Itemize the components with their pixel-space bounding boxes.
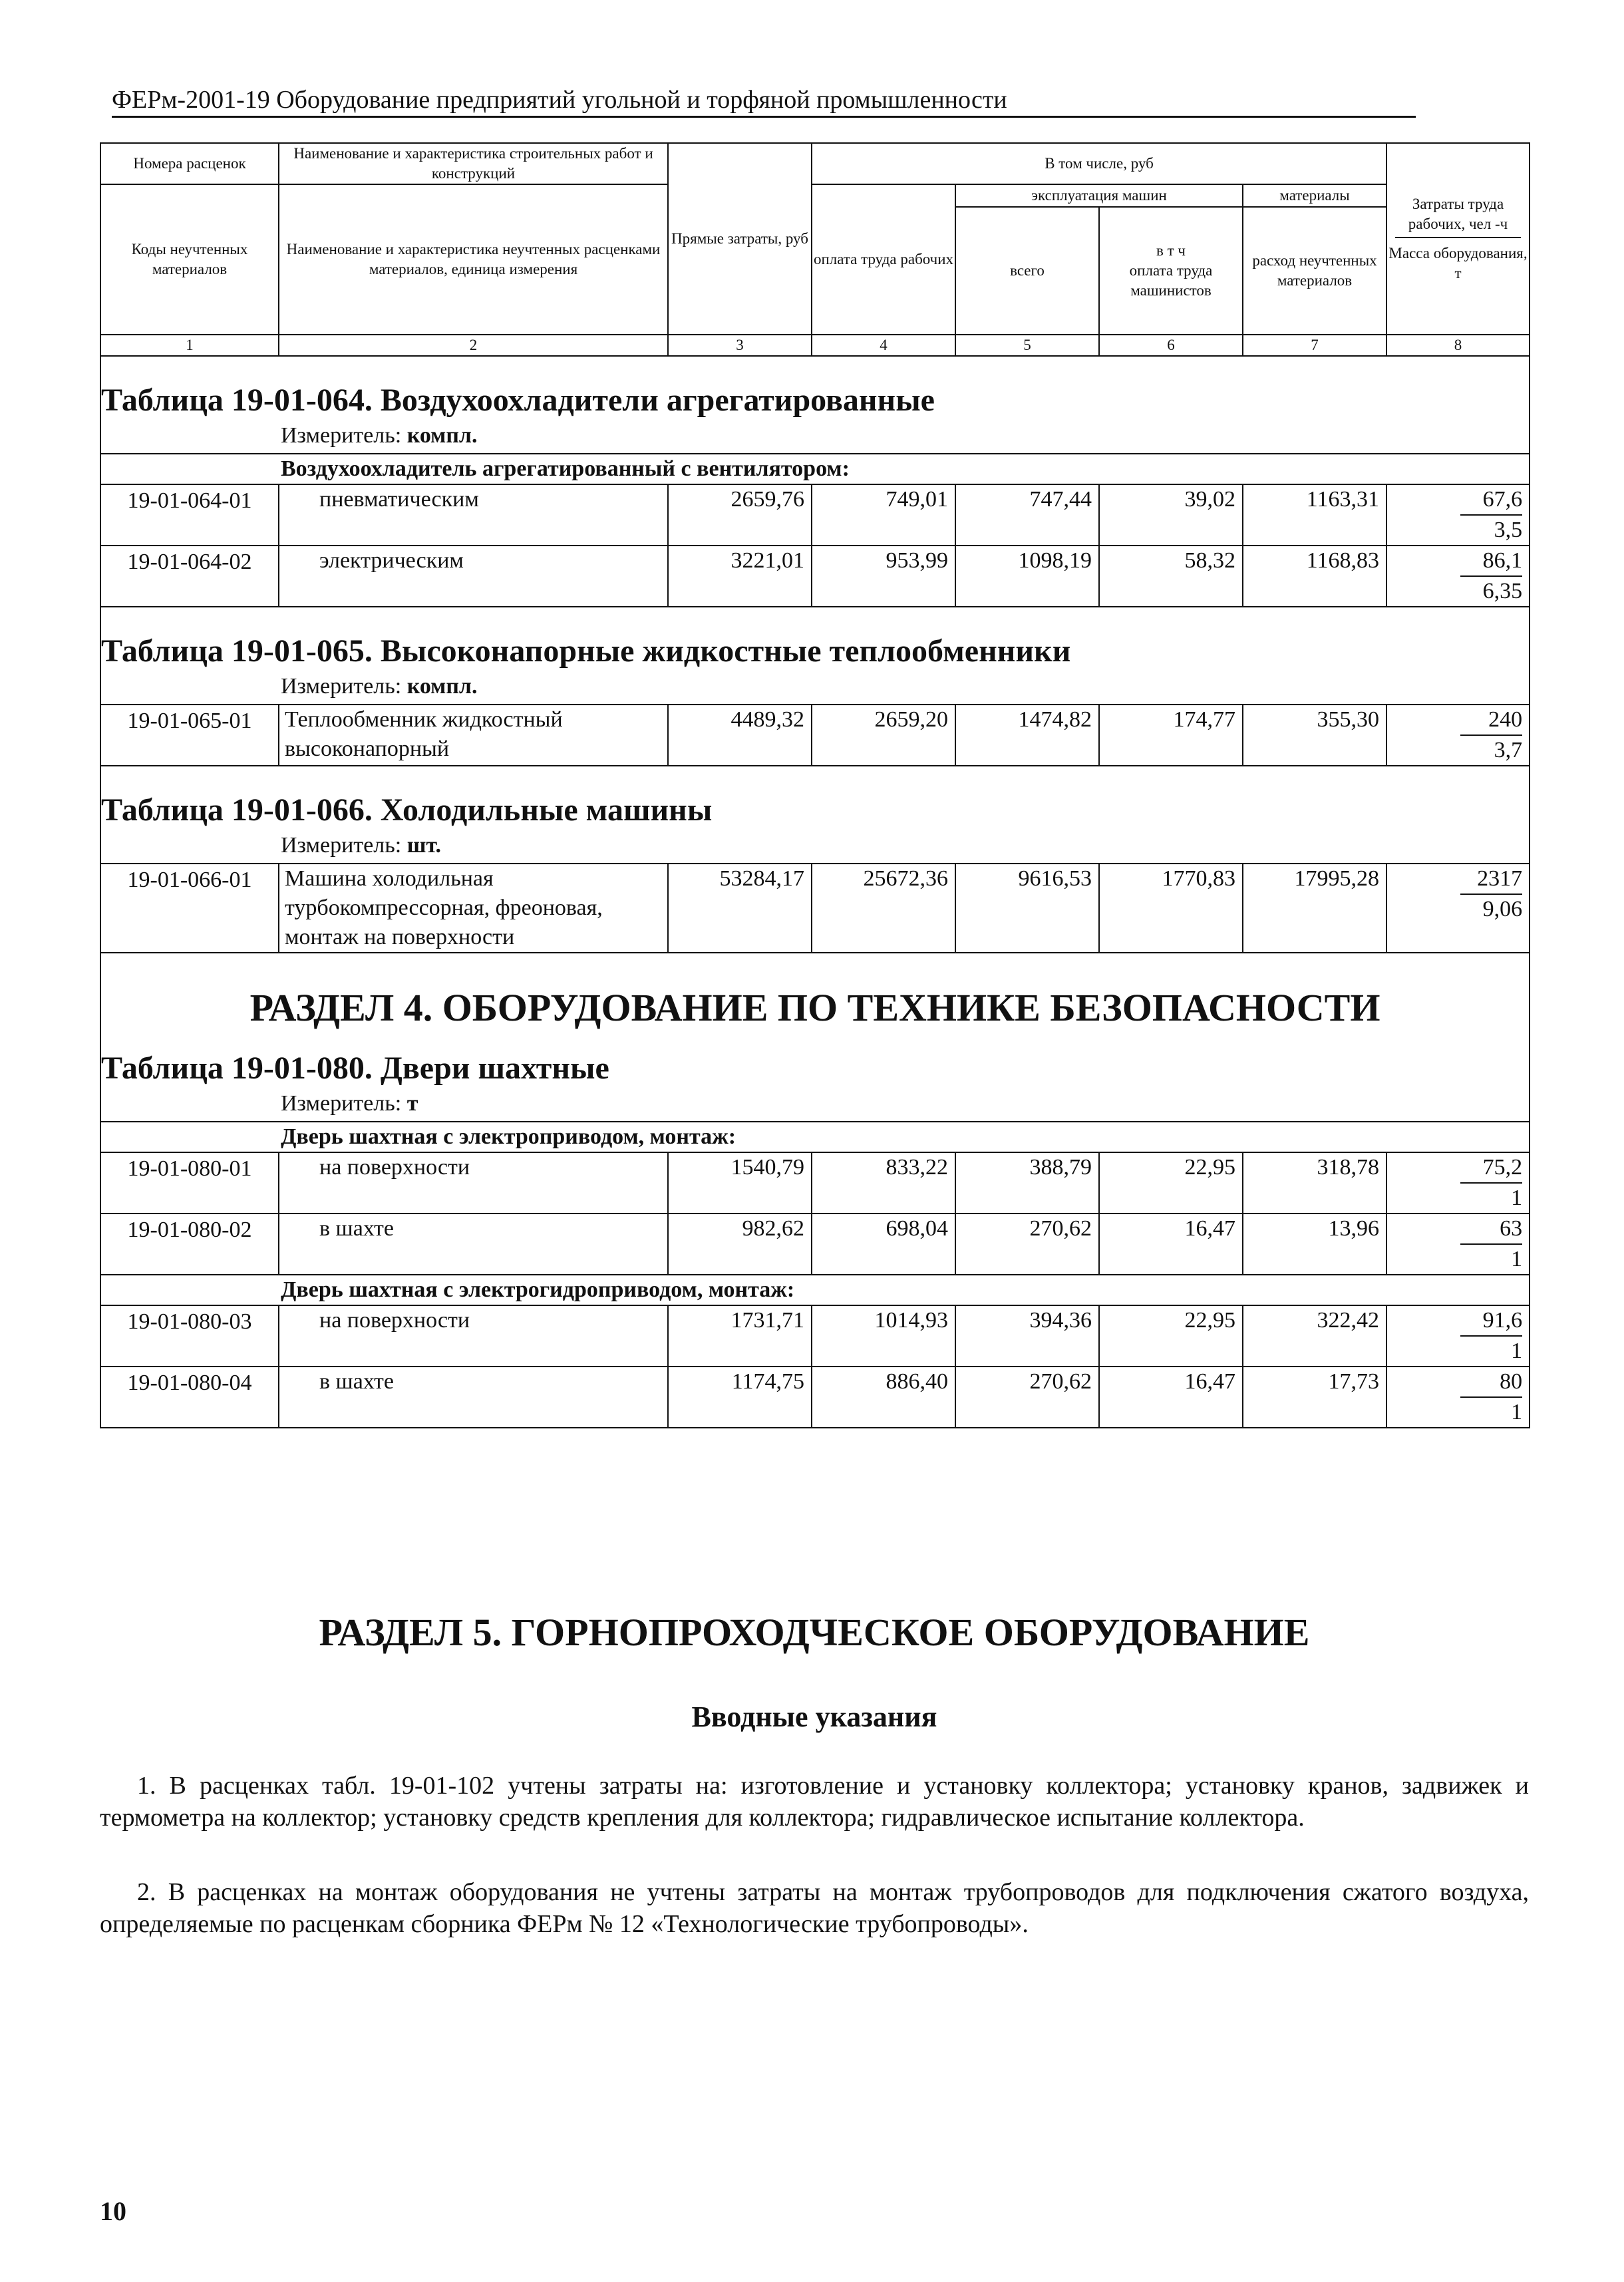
labor-pay: 953,99 [812,546,955,607]
machinist-pay: 22,95 [1099,1152,1243,1214]
header-pryamye: Прямые затраты, руб [668,143,812,335]
header-zatraty-massa [1386,143,1530,335]
equipment-mass: 1 [1511,1400,1523,1424]
labor-pay: 886,40 [812,1367,955,1428]
header-kody: Коды неучтенных материалов [100,184,279,335]
labor-mass [1386,1367,1530,1428]
equipment-mass: 3,7 [1494,738,1523,762]
table-meter: Измеритель: компл. [100,418,1530,454]
table-row [100,705,1530,766]
col-number: 1 [100,335,279,356]
labor-hours: 240 [1460,705,1522,736]
labor-pay: 2659,20 [812,705,955,766]
header-oplata-mash: оплата труда машинистов [1129,262,1213,299]
machine-total: 388,79 [955,1152,1099,1214]
machine-total: 270,62 [955,1214,1099,1275]
equipment-mass: 6,35 [1482,579,1523,603]
rate-code: 19-01-064-02 [100,546,279,607]
materials: 1163,31 [1243,484,1386,546]
machinist-pay: 16,47 [1099,1214,1243,1275]
materials: 318,78 [1243,1152,1386,1214]
table-row [100,484,1530,546]
machine-total: 1098,19 [955,546,1099,607]
labor-hours: 67,6 [1460,485,1522,516]
header-nomera: Номера расценок [100,143,279,184]
labor-hours: 2317 [1460,864,1522,895]
machine-total: 747,44 [955,484,1099,546]
rate-name: на поверхности [279,1305,668,1367]
materials: 13,96 [1243,1214,1386,1275]
rate-name: электрическим [279,546,668,607]
rate-name: на поверхности [279,1152,668,1214]
table-row [100,864,1530,953]
table-meter: Измеритель: шт. [100,828,1530,864]
rate-name: Теплообменник жидкостный высоконапорный [279,705,668,766]
labor-mass [1386,1152,1530,1214]
labor-pay: 25672,36 [812,864,955,953]
materials: 1168,83 [1243,546,1386,607]
rate-code: 19-01-065-01 [100,705,279,766]
labor-hours: 86,1 [1460,546,1522,577]
rate-code: 19-01-080-01 [100,1152,279,1214]
table-row [100,546,1530,607]
table-title: Таблица 19-01-080. Двери шахтные [101,1051,609,1086]
table-title: Таблица 19-01-064. Воздухоохладители агрегатированные [101,383,935,418]
labor-mass [1386,864,1530,953]
section-title: РАЗДЕЛ 4. ОБОРУДОВАНИЕ ПО ТЕХНИКЕ БЕЗОПАСНОСТИ [249,986,1380,1029]
labor-hours: 91,6 [1460,1306,1522,1337]
rate-code: 19-01-080-03 [100,1305,279,1367]
equipment-mass: 9,06 [1482,897,1523,921]
table-row [100,1152,1530,1214]
page-number: 10 [100,2196,126,2226]
direct-cost: 1540,79 [668,1152,812,1214]
labor-pay: 749,01 [812,484,955,546]
labor-hours: 75,2 [1460,1153,1522,1184]
group-title: Дверь шахтная с электрогидроприводом, монтаж: [100,1275,1530,1305]
labor-pay: 698,04 [812,1214,955,1275]
labor-mass [1386,705,1530,766]
group-title: Дверь шахтная с электроприводом, монтаж: [100,1122,1530,1152]
col-number: 7 [1243,335,1386,356]
header-zatraty: Затраты труда рабочих, чел -ч [1395,194,1521,238]
header-naim1: Наименование и характеристика строительных работ и конструкций [279,143,668,184]
direct-cost: 982,62 [668,1214,812,1275]
labor-pay: 1014,93 [812,1305,955,1367]
rates-document [100,142,1529,1428]
header-ekspl: эксплуатация машин [955,184,1243,207]
labor-hours: 80 [1460,1367,1522,1398]
header-materialy: материалы [1243,184,1386,207]
machine-total: 270,62 [955,1367,1099,1428]
materials: 17995,28 [1243,864,1386,953]
col-number: 4 [812,335,955,356]
rate-name: пневматическим [279,484,668,546]
header-vsego: всего [955,207,1099,335]
rate-name: в шахте [279,1367,668,1428]
direct-cost: 53284,17 [668,864,812,953]
column-header [100,142,1530,357]
col-number: 3 [668,335,812,356]
direct-cost: 1174,75 [668,1367,812,1428]
materials: 17,73 [1243,1367,1386,1428]
intro-title: Вводные указания [691,1701,937,1733]
machinist-pay: 174,77 [1099,705,1243,766]
header-vtch-cell [1099,207,1243,335]
machinist-pay: 1770,83 [1099,864,1243,953]
equipment-mass: 1 [1511,1247,1523,1271]
labor-hours: 63 [1460,1214,1522,1245]
rate-name: в шахте [279,1214,668,1275]
intro-paragraph: 1. В расценках табл. 19-01-102 учтены затраты на: изготовление и установку коллектора; установку кранов, задвижек и термометра на коллектор; установку средств крепления для коллектора; гидравлическое испытание коллектора. [100,1772,1529,1832]
rate-code: 19-01-064-01 [100,484,279,546]
rate-code: 19-01-066-01 [100,864,279,953]
machinist-pay: 16,47 [1099,1367,1243,1428]
header-rashod: расход неучтенных материалов [1243,207,1386,335]
header-massa: Масса оборудования, т [1388,245,1528,281]
table-title: Таблица 19-01-065. Высоконапорные жидкостные теплообменники [101,633,1071,669]
machinist-pay: 39,02 [1099,484,1243,546]
header-vtch: в т ч [1156,242,1186,259]
direct-cost: 3221,01 [668,546,812,607]
equipment-mass: 1 [1511,1339,1523,1363]
table-row [100,1367,1530,1428]
table-meter: Измеритель: т [100,1086,1530,1122]
equipment-mass: 3,5 [1494,518,1523,542]
machine-total: 1474,82 [955,705,1099,766]
machine-total: 9616,53 [955,864,1099,953]
table-row [100,1214,1530,1275]
equipment-mass: 1 [1511,1186,1523,1210]
group-title: Воздухоохладитель агрегатированный с вентилятором: [100,454,1530,484]
direct-cost: 4489,32 [668,705,812,766]
labor-pay: 833,22 [812,1152,955,1214]
labor-mass [1386,484,1530,546]
col-number: 6 [1099,335,1243,356]
running-head: ФЕРм-2001-19 Оборудование предприятий угольной и торфяной промышленности [112,85,1416,118]
rate-code: 19-01-080-02 [100,1214,279,1275]
labor-mass [1386,1214,1530,1275]
table-title: Таблица 19-01-066. Холодильные машины [101,792,713,828]
table-meter: Измеритель: компл. [100,669,1530,705]
col-number: 2 [279,335,668,356]
direct-cost: 1731,71 [668,1305,812,1367]
machinist-pay: 58,32 [1099,546,1243,607]
machinist-pay: 22,95 [1099,1305,1243,1367]
col-number: 5 [955,335,1099,356]
intro-paragraph: 2. В расценках на монтаж оборудования не учтены затраты на монтаж трубопроводов для подключения сжатого воздуха, определяемые по расценкам сборника ФЕРм № 12 «Технологические трубопроводы». [100,1878,1529,1938]
rates-body [100,357,1530,1428]
section-title: РАЗДЕЛ 5. ГОРНОПРОХОДЧЕСКОЕ ОБОРУДОВАНИЕ [319,1611,1310,1654]
table-row [100,1305,1530,1367]
header-v-tom-chisle: В том числе, руб [812,143,1386,184]
labor-mass [1386,546,1530,607]
labor-mass [1386,1305,1530,1367]
materials: 322,42 [1243,1305,1386,1367]
machine-total: 394,36 [955,1305,1099,1367]
rate-name: Машина холодильная турбокомпрессорная, фреоновая, монтаж на поверхности [279,864,668,953]
header-naim2: Наименование и характеристика неучтенных расценками материалов, единица измерения [279,184,668,335]
direct-cost: 2659,76 [668,484,812,546]
col-number: 8 [1386,335,1530,356]
rate-code: 19-01-080-04 [100,1367,279,1428]
header-oplata: оплата труда рабочих [812,184,955,335]
materials: 355,30 [1243,705,1386,766]
